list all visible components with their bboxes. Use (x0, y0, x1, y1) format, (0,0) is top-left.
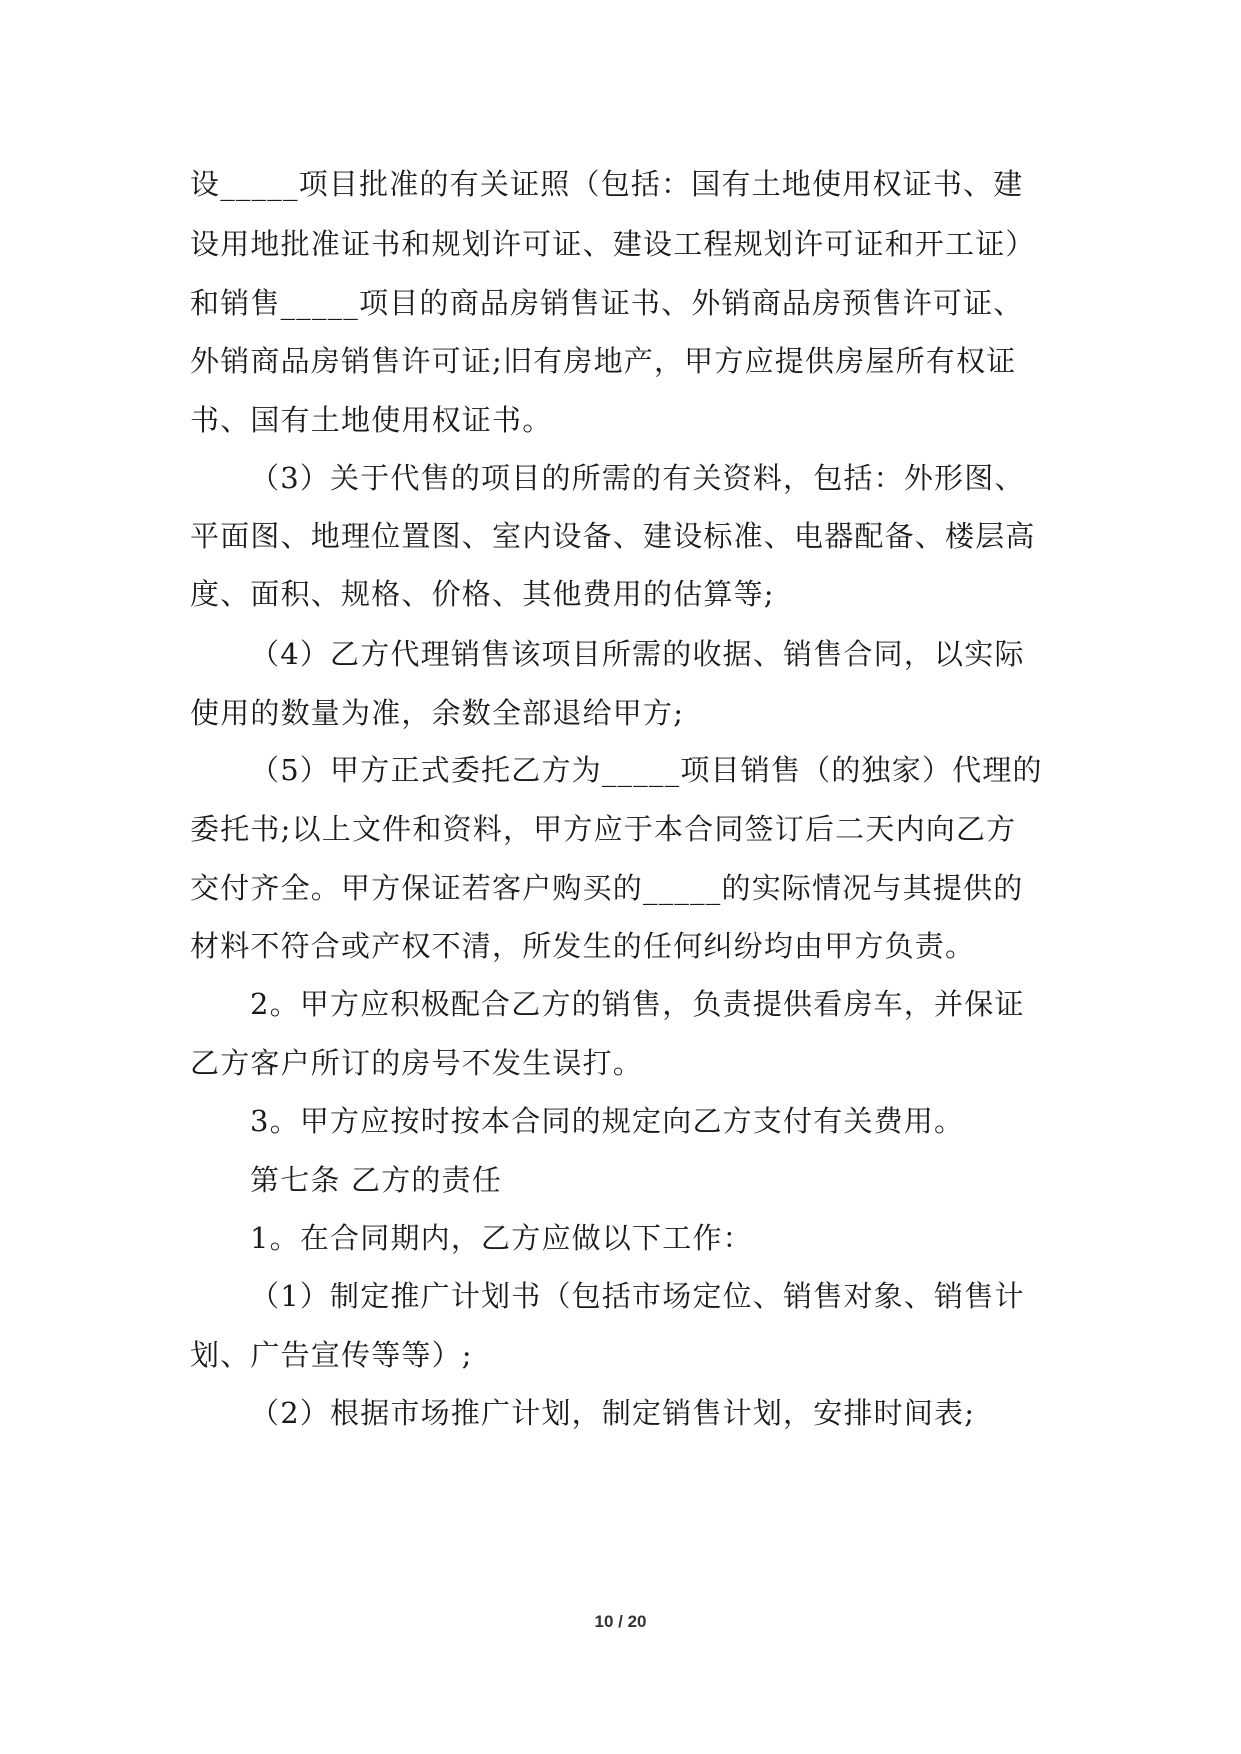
text-line: 书、国有土地使用权证书。 (190, 403, 553, 437)
text-line: 划、广告宣传等等）; (190, 1338, 473, 1372)
text-line: 委托书;以上文件和资料，甲方应于本合同签订后二天内向乙方 (190, 812, 1017, 846)
text-line: 设用地批准证书和规划许可证、建设工程规划许可证和开工证） (190, 227, 1036, 261)
paragraph-subitem-1: （1）制定推广计划书（包括市场定位、销售对象、销售计 (250, 1279, 1025, 1313)
paragraph-item-3-duty: 3。甲方应按时按本合同的规定向乙方支付有关费用。 (250, 1104, 965, 1138)
paragraph-item-2: 2。甲方应积极配合乙方的销售，负责提供看房车，并保证 (250, 987, 1025, 1021)
page-number: 10 / 20 (594, 1612, 647, 1631)
text-line: 度、面积、规格、价格、其他费用的估算等; (190, 577, 775, 611)
paragraph-item-3: （3）关于代售的项目的所需的有关资料，包括：外形图、 (250, 461, 1025, 495)
paragraph-item-5: （5）甲方正式委托乙方为_____项目销售（的独家）代理的 (250, 753, 1043, 787)
text-line: 和销售_____项目的商品房销售证书、外销商品房预售许可证、 (190, 286, 1024, 320)
text-line: 使用的数量为准，余数全部退给甲方; (190, 696, 685, 730)
text-line: 设_____项目批准的有关证照（包括：国有土地使用权证书、建 (190, 167, 1024, 201)
text-line: 乙方客户所订的房号不发生误打。 (190, 1046, 644, 1080)
paragraph-item-1: 1。在合同期内，乙方应做以下工作： (250, 1221, 753, 1255)
article-heading: 第七条 乙方的责任 (250, 1163, 503, 1197)
text-line: 外销商品房销售许可证;旧有房地产，甲方应提供房屋所有权证 (190, 344, 1017, 378)
text-line: 交付齐全。甲方保证若客户购买的_____的实际情况与其提供的 (190, 871, 1024, 905)
paragraph-item-4: （4）乙方代理销售该项目所需的收据、销售合同，以实际 (250, 637, 1025, 671)
text-line: 材料不符合或产权不清，所发生的任何纠纷均由甲方负责。 (190, 929, 976, 963)
text-line: 平面图、地理位置图、室内设备、建设标准、电器配备、楼层高 (190, 519, 1036, 553)
paragraph-subitem-2: （2）根据市场推广计划，制定销售计划，安排时间表; (250, 1396, 976, 1430)
